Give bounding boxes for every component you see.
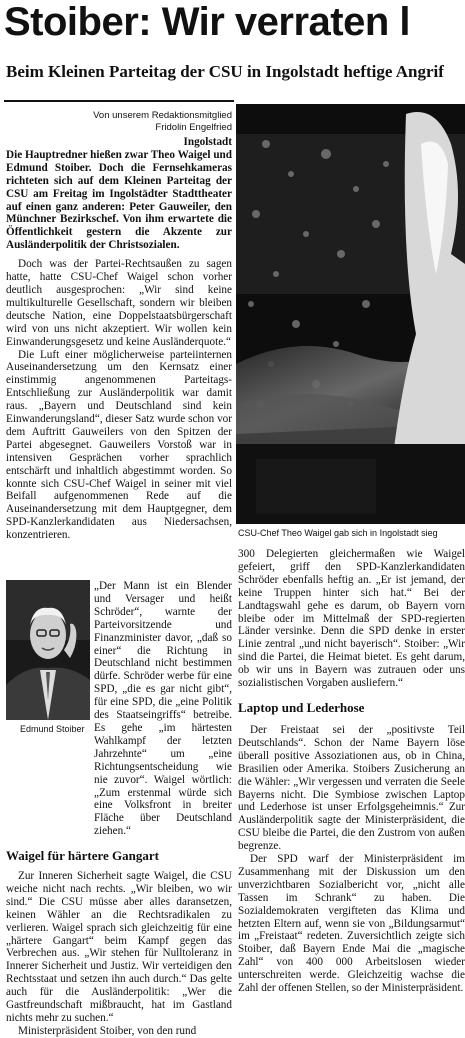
photo-stoiber: [6, 580, 90, 720]
section-heading: Waigel für härtere Gangart: [6, 848, 159, 863]
article-column-2: [238, 548, 465, 995]
paragraph: 300 Delegierten gleichermaßen wie Waigel gefeiert, griff den SPD-Kanzlerkandidaten Schröder ebenfalls heftig an. „Er ist jemand, der keine Truppen hinter sich hat.“ Bei der Landtagswahl gehe es darum, ob Bayern vorn bleibe oder im Mittelmaß der SPD-regierten Länder versinke. Denn die SPD denke in erster Linie zentral „und nicht bayerisch“. Stoiber: „Wir sind die Partei, die Heimat bietet. Es geht darum, ob wir uns in Bayern was zutrauen oder uns sozialistischen Vorgaben ausliefern.“: [238, 548, 465, 690]
headline: Stoiber: Wir verraten l: [4, 0, 411, 44]
paragraph: Ministerpräsident Stoiber, von den rund: [18, 1024, 197, 1037]
byline-line1: Von unserem Redaktionsmitglied: [93, 110, 232, 121]
byline-line2: Fridolin Engelfried: [155, 122, 232, 133]
paragraph: Der SPD warf der Ministerpräsident im Zusammenhang mit der Diskussion um den unverzichtbaren Sozialbericht vor, „nicht alle Tassen im Schrank“ zu haben. Die Sozialdemokraten vergifteten das Klima und hetzten Eltern auf, wenn sie von „Bildungsarmut“ im „Freistaat“ redeten. Zuversichtlich zeigte sich Stoiber, daß Bayern Ende Mai die „magische Zahl“ von 400 000 Arbeitslosen wieder unterschreiten werde. Gleichzeitig wachse die Zahl der offenen Stellen, so der Ministerpräsident.: [238, 853, 465, 995]
photo-waigel-image: [236, 104, 465, 524]
photo-waigel-caption: CSU-Chef Theo Waigel gab sich in Ingolstadt sieg: [238, 528, 438, 538]
photo-stoiber-image: [6, 580, 90, 720]
article-column-1-wrap: [94, 580, 232, 838]
photo-stoiber-caption: Edmund Stoiber: [20, 724, 85, 734]
paragraph: Doch was der Partei-Rechtsaußen zu sagen hatte, hatte CSU-Chef Waigel schon vorher deutlich ausgesprochen: „Wir sind keine multikulturelle Gesellschaft, sondern wir bleiben deutsche Nation, eine Doppelstaatsbürgerschaft wird von uns nicht akzeptiert. Wir wollen kein Einwanderungsgesetz und keine Ausländerquote.“: [6, 258, 232, 348]
paragraph: Der Freistaat sei der „positivste Teil Deutschlands“. Schon der Name Bayern löse überall positive Assoziationen aus, ob in China, Brasilien oder Amerika. Stoibers Zusicherung an die Wähler: „Wir vergessen und verraten die Seele Bayerns nicht. Die Symbiose zwischen Laptop und Lederhose ist unser Erfolgsgeheimnis.“ Zur Ausländerpolitik sagte der Ministerpräsident, die CSU bleibe die Partei, die den Zustrom von außen begrenze.: [238, 723, 465, 853]
paragraph: Zur Inneren Sicherheit sagte Waigel, die CSU weiche nicht nach rechts. „Wir bleiben, wo wir sind.“ Die CSU müsse aber alles daransetzen, keinen Wähler an die Rechtsradikalen zu verlieren. Waigel sprach sich gleichzeitig für eine „härtere Gangart“ beim Kampf gegen das Verbrechen aus. „Wir stehen für Nulltoleranz in Innerer Sicherheit und Justiz. Wir verteidigen den Rechtsstaat und setzen ihn auch durch.“ Das gelte auch für die Ausländerpolitik: „Wer die Gastfreundschaft mißbraucht, hat im Gastland nichts mehr zu suchen.“: [6, 870, 232, 1024]
byline-rule: [4, 100, 234, 102]
article-column-1-lower: [6, 842, 232, 1038]
byline: [6, 110, 232, 134]
subheadline: Beim Kleinen Parteitag der CSU in Ingolstadt heftige Angrif: [6, 62, 444, 81]
dateline: Ingolstadt: [183, 136, 232, 148]
section-heading: Laptop und Lederhose: [238, 699, 365, 715]
lead-paragraph: Die Hauptredner hießen zwar Theo Waigel und Edmund Stoiber. Doch die Fernsehkameras richteten sich auf dem Kleinen Parteitag der CSU am Freitag im Ingolstädter Stadttheater auf einen ganz anderen: Peter Gauweiler, den Münchner Bezirkschef. Von ihm erwartete die Öffentlichkeit gestern die Akzente zur Ausländerpolitik der Christsozialen.: [6, 148, 232, 252]
paragraph: „Der Mann ist ein Blender und Versager und heißt Schröder“, warnte der Parteivorsitzende und Finanzminister davor, „daß so einer“ die Richtung in Deutschland nicht bestimmen dürfe. Schröder werbe für eine SPD, „die es gar nicht gibt“, für eine SPD, die „eine Politik des Staatseingriffs“ betreibe. Es gehe „im härtesten Wahlkampf der letzten Jahrzehnte“ um „eine Richtungsentscheidung wie nie zuvor“. Waigel wörtlich: „Zum erstenmal würde sich eine Volksfront in breiter Fläche über Deutschland ziehen.“: [94, 580, 232, 838]
photo-waigel: [236, 104, 465, 524]
article-column-1: [6, 136, 232, 542]
paragraph: Die Luft einer möglicherweise parteiinternen Auseinandersetzung um den Kernsatz einer einstimmig angenommenen Parteitags-Entschließung zur Ausländerpolitik war damit raus. „Bayern und Deutschland sind kein Einwanderungsland“, dieser Satz wurde schon vor dem Auftritt Gauweilers von den Spitzen der Partei abgesegnet. Gauweilers Vorstoß war in intensiven Gesprächen vorher sprachlich entschärft und inhaltlich abgestimmt worden. So konnte sich CSU-Chef Waigel in seiner mit viel Beifall aufgenommenen Rede auf die Auseinandersetzung mit dem Hauptgegner, dem SPD-Kanzlerkandidaten aus Niedersachsen, konzentrieren.: [6, 348, 232, 542]
